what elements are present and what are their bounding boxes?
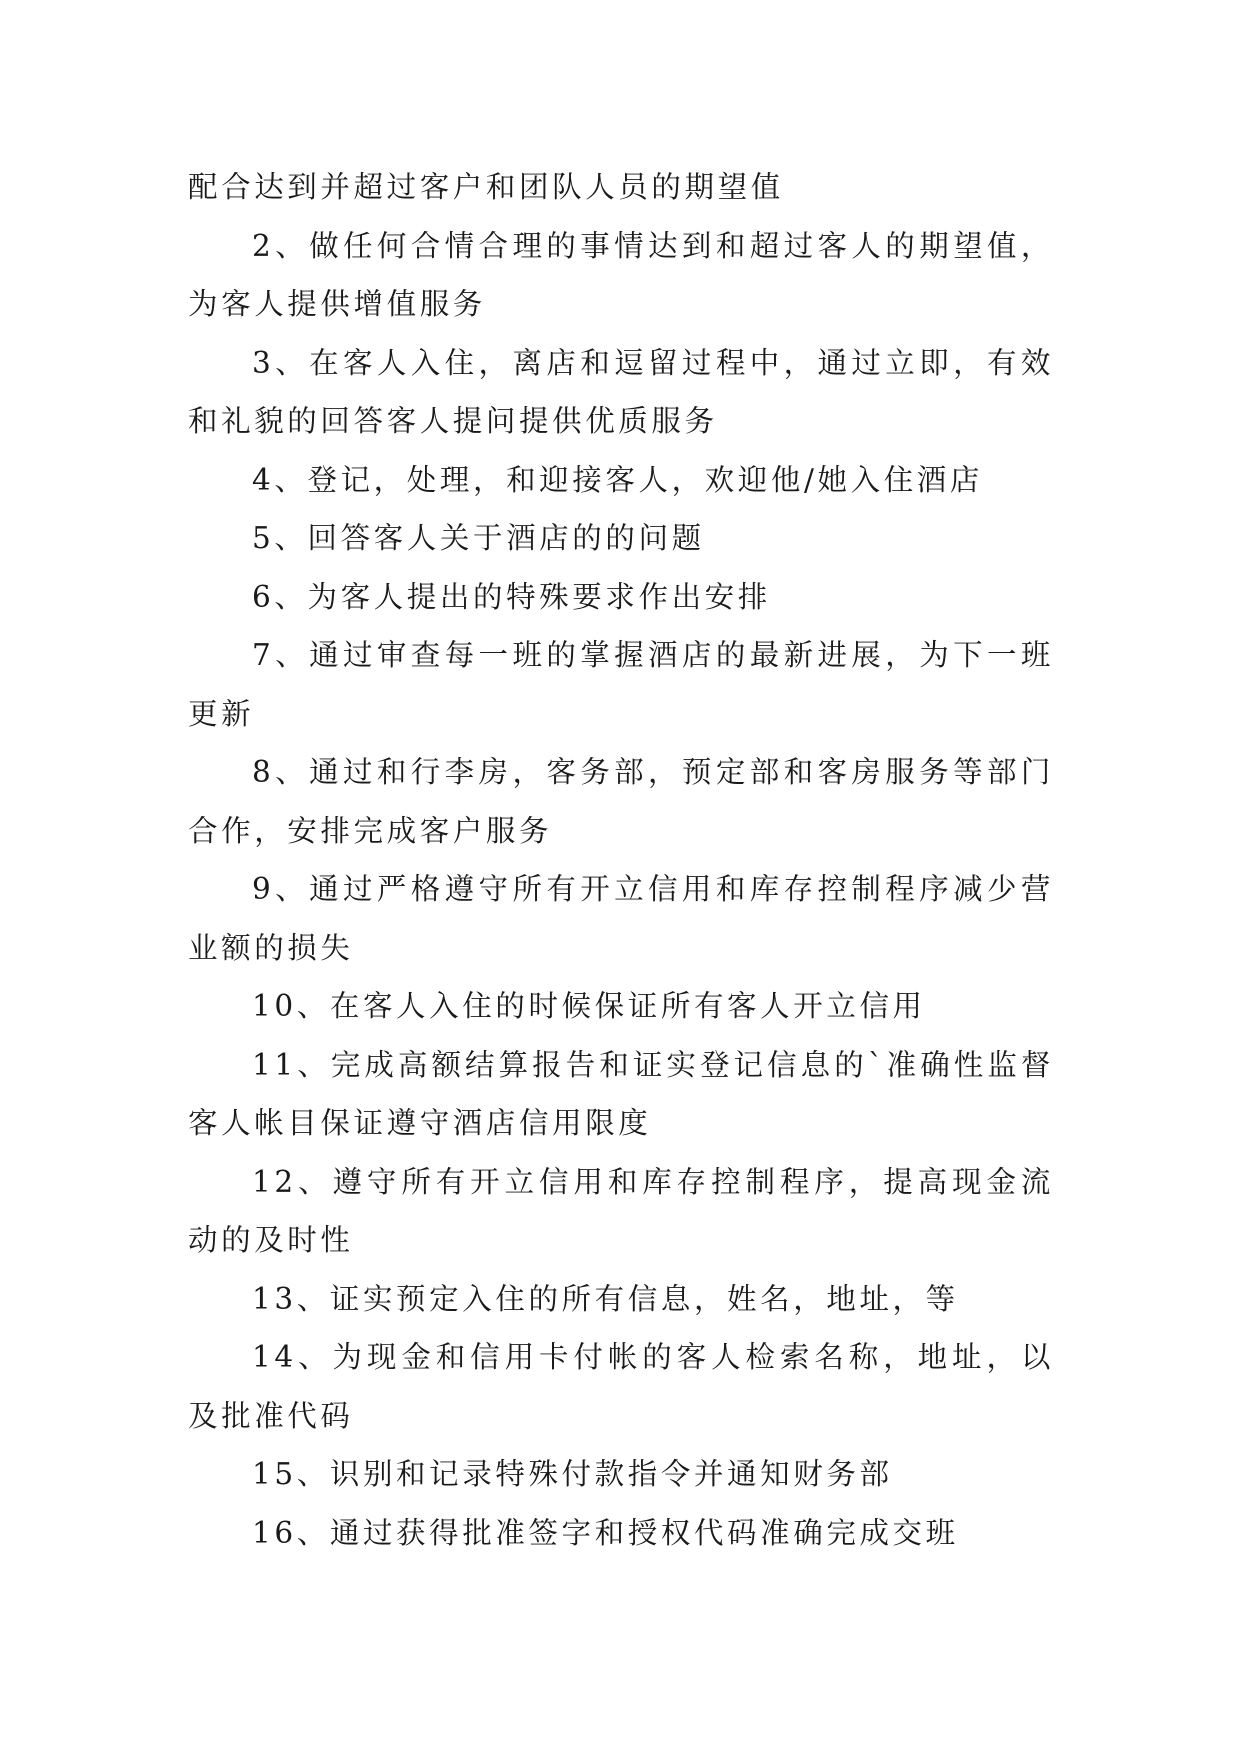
- list-item-14: 14、为现金和信用卡付帐的客人检索名称，地址，以及批准代码: [188, 1340, 1054, 1433]
- list-item-13: 13、证实预定入住的所有信息，姓名，地址，等: [252, 1281, 959, 1316]
- list-item-15: 15、识别和记录特殊付款指令并通知财务部: [252, 1457, 893, 1491]
- list-item-7: 7、通过审查每一班的掌握酒店的最新进展，为下一班更新: [188, 638, 1054, 731]
- list-item-10: 10、在客人入住的时候保证所有客人开立信用: [252, 989, 926, 1023]
- list-item-9: 9、通过严格遵守所有开立信用和库存控制程序减少营业额的损失: [188, 872, 1054, 965]
- list-item-6: 6、为客人提出的特殊要求作出安排: [252, 579, 771, 614]
- document-body: [188, 158, 1054, 1562]
- list-item-11: 11、完成高额结算报告和证实登记信息的`准确性监督客人帐目保证遵守酒店信用限度: [188, 1047, 1054, 1140]
- paragraph-continuation: 配合达到并超过客户和团队人员的期望值: [188, 170, 784, 204]
- list-item-5: 5、回答客人关于酒店的的问题: [252, 521, 705, 555]
- list-item-8: 8、通过和行李房，客务部，预定部和客房服务等部门合作，安排完成客户服务: [188, 755, 1054, 848]
- list-item-4: 4、登记，处理，和迎接客人，欢迎他/她入住酒店: [252, 462, 984, 497]
- list-item-12: 12、遵守所有开立信用和库存控制程序，提高现金流动的及时性: [188, 1164, 1054, 1257]
- list-item-3: 3、在客人入住，离店和逗留过程中，通过立即，有效和礼貌的回答客人提问提供优质服务: [188, 345, 1054, 438]
- list-item-2: 2、做任何合情合理的事情达到和超过客人的期望值，为客人提供增值服务: [188, 228, 1054, 321]
- list-item-16: 16、通过获得批准签字和授权代码准确完成交班: [252, 1515, 959, 1550]
